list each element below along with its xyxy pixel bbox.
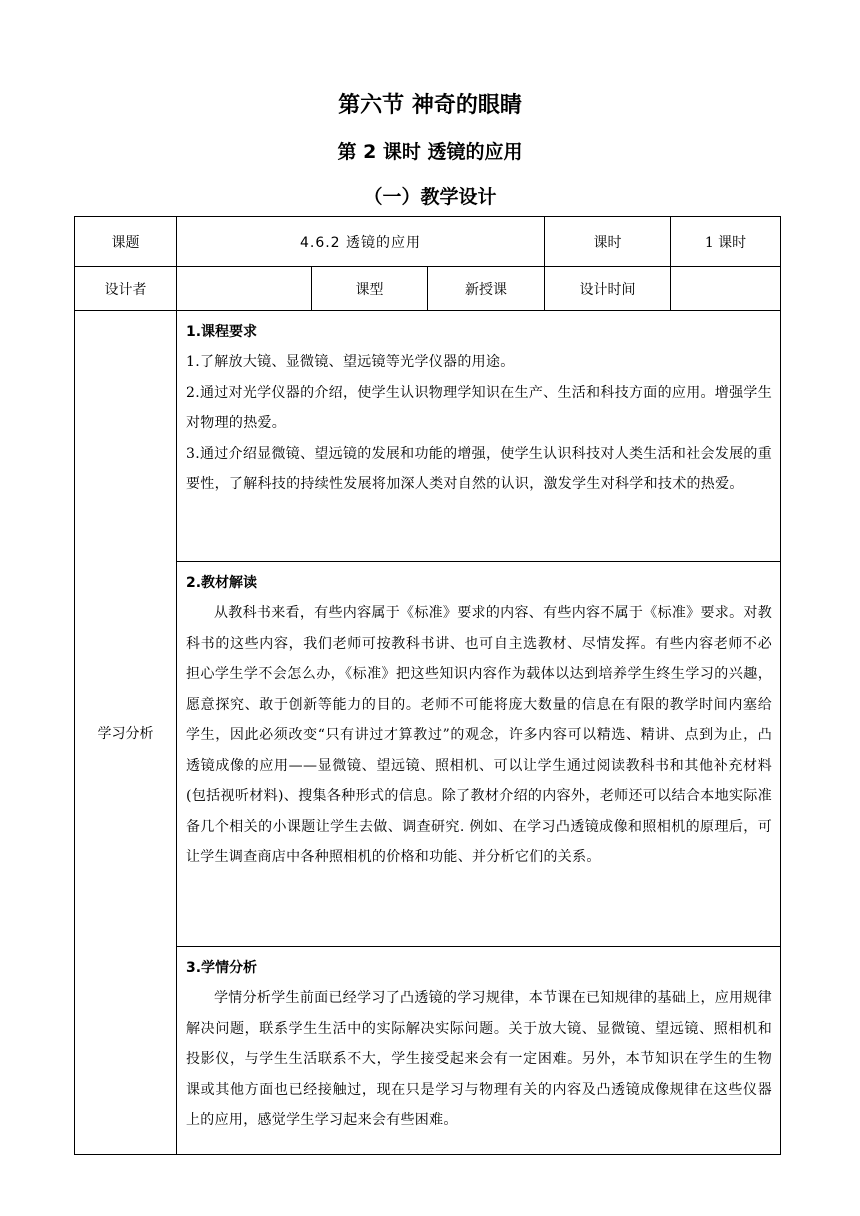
topic-label: 课题	[75, 217, 177, 267]
design-time-value	[671, 267, 781, 311]
table-row	[75, 562, 781, 947]
table-row	[75, 947, 781, 1155]
section-title: 第六节 神奇的眼睛	[338, 93, 522, 118]
table-row	[75, 311, 781, 562]
textbook-interpretation-section	[177, 562, 781, 947]
table-row	[75, 217, 781, 267]
paragraph: 从教科书来看，有些内容属于《标准》要求的内容、有些内容不属于《标准》要求。对教科书的这些内容，我们老师可按教科书讲、也可自主选教材、尽情发挥。有些内容老师不必担心学生学不会怎么办，《标准》把这些知识内容作为载体以达到培养学生终生学习的兴趣，愿意探究、敢于创新等能力的目的。老师不可能将庞大数量的信息在有限的教学时间内塞给学生，因此必须改变“只有讲过才算教过”的观念，许多内容可以精选、精讲、点到为止，凸透镜成像的应用——显微镜、望远镜、照相机、可以让学生通过阅读教科书和其他补充材料(包括视听材料)、搜集各种形式的信息。除了教材介绍的内容外，老师还可以结合本地实际准备几个相关的小课题让学生去做、调查研究. 例如、在学习凸透镜成像和照相机的原理后，可让学生调查商店中各种照相机的价格和功能、并分析它们的关系。	[186, 605, 773, 865]
paragraph: 学情分析学生前面已经学习了凸透镜的学习规律，本节课在已知规律的基础上，应用规律解决问题，联系学生生活中的实际解决实际问题。关于放大镜、显微镜、望远镜、照相机和投影仪，与学生生活联系不大，学生接受起来会有一定困难。另外，本节知识在学生的生物课或其他方面也已经接触过，现在只是学习与物理有关的内容及凸透镜成像规律在这些仪器上的应用，感觉学生学习起来会有些困难。	[186, 990, 773, 1128]
designer-label: 设计者	[75, 267, 177, 311]
section-heading: 1.课程要求	[186, 324, 258, 340]
learner-analysis-section	[177, 947, 781, 1155]
period-label: 课时	[545, 217, 671, 267]
type-label: 课型	[312, 267, 428, 311]
section-heading: 2.教材解读	[186, 575, 258, 591]
paragraph: 3.通过介绍显微镜、望远镜的发展和功能的增强，使学生认识科技对人类生活和社会发展的重要性，了解科技的持续性发展将加深人类对自然的认识，激发学生对科学和技术的热爱。	[186, 445, 773, 492]
section-heading: 3.学情分析	[186, 960, 258, 976]
table-row	[75, 267, 781, 311]
period-value: 1 课时	[671, 217, 781, 267]
course-requirements-section	[177, 311, 781, 562]
paragraph: 2.通过对光学仪器的介绍，使学生认识物理学知识在生产、生活和科技方面的应用。增强学生对物理的热爱。	[186, 384, 773, 431]
lesson-title: 第 2 课时 透镜的应用	[337, 141, 523, 163]
part-title: （一）教学设计	[363, 186, 497, 208]
topic-value: 4.6.2 透镜的应用	[177, 217, 545, 267]
paragraph: 1.了解放大镜、显微镜、望远镜等光学仪器的用途。	[186, 354, 515, 370]
type-value: 新授课	[428, 267, 545, 311]
analysis-label: 学习分析	[75, 311, 177, 1155]
design-time-label: 设计时间	[545, 267, 671, 311]
designer-value	[177, 267, 312, 311]
lesson-design-table	[74, 216, 781, 1155]
